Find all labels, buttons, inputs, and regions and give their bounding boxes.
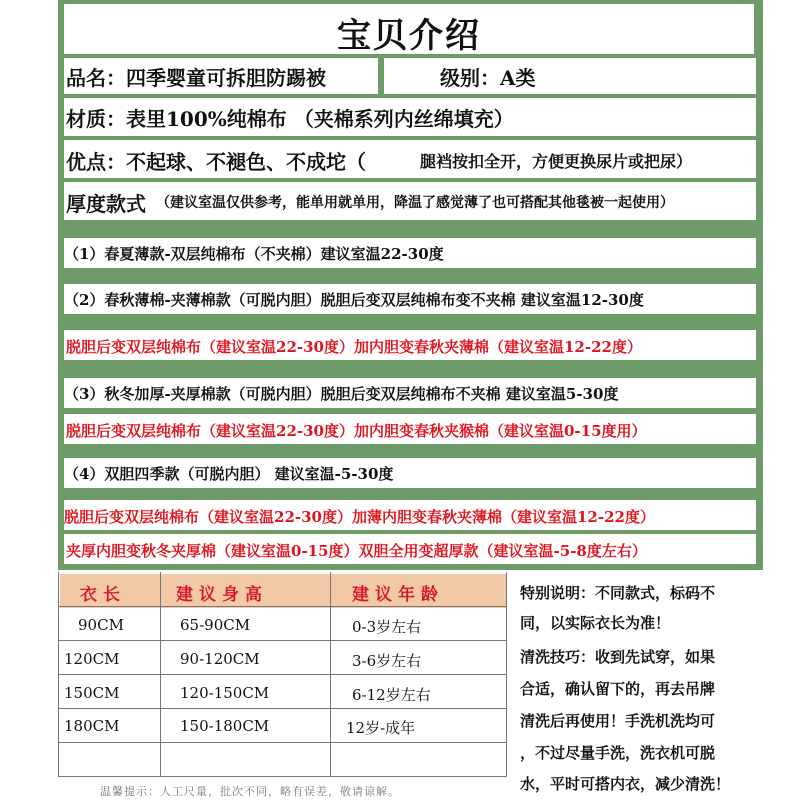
- material-row: [64, 98, 756, 136]
- thickness-main: 厚度款式: [66, 192, 146, 216]
- style-row-3: [64, 378, 756, 408]
- style-detail-red: 脱胆后变双层纯棉布（建议室温22-30度）加内胆变春秋夹猴棉（建议室温0-15度用）: [66, 422, 647, 440]
- table-line: [58, 606, 506, 607]
- table-cell: 3-6岁左右: [352, 652, 422, 670]
- style-row-4-detail-b: [64, 534, 756, 564]
- note-line: 水，平时可搭内衣，减少清洗！: [520, 775, 731, 793]
- table-cell: 90-120CM: [180, 650, 260, 668]
- table-line: [58, 776, 506, 777]
- table-line: [330, 572, 331, 777]
- style-text: （1）春夏薄款-双层纯棉布（不夹棉）建议室温22-30度: [64, 245, 444, 263]
- table-line: [58, 572, 59, 777]
- product-grade: 级别：A类: [440, 66, 536, 90]
- measurement-tip: 温馨提示：人工尺量，批次不同，略有误差，敬请谅解。: [100, 785, 400, 798]
- table-cell: 180CM: [64, 717, 120, 735]
- style-row-3-detail: [64, 414, 756, 444]
- note-line: 合适，确认留下的，再去吊牌: [520, 680, 716, 698]
- note-line: 同，以实际衣长为准！: [520, 614, 671, 632]
- table-cell: 150CM: [64, 684, 120, 702]
- table-line: [58, 674, 506, 675]
- table-cell: 65-90CM: [180, 616, 251, 634]
- style-detail-red: 夹厚内胆变秋冬夹厚棉（建议室温0-15度）双胆全用变超厚款（建议室温-5-8度左右）: [66, 542, 647, 560]
- table-line: [506, 572, 507, 777]
- note-line: 清洗后再使用！手洗机洗均可: [520, 712, 716, 730]
- table-line: [58, 708, 506, 709]
- product-name-row: [64, 58, 378, 94]
- advantage-sub: 腿裆按扣全开，方便更换尿片或把尿）: [420, 152, 693, 171]
- note-line: 特别说明：不同款式，标码不: [520, 584, 716, 602]
- style-row-2: [64, 284, 756, 314]
- advantage-row: [64, 140, 756, 178]
- header-height: 建议身高: [176, 585, 268, 605]
- style-row-4-detail-a: [64, 500, 756, 530]
- table-cell: 90CM: [78, 616, 124, 634]
- table-cell: 12岁-成年: [346, 719, 416, 737]
- table-cell: 120-150CM: [180, 684, 270, 702]
- note-line: ，不过尽量手洗，洗衣机可脱: [520, 744, 716, 762]
- table-line: [58, 742, 506, 743]
- style-row-1: [64, 238, 756, 268]
- product-name: 品名：四季婴童可拆胆防踢被: [66, 66, 326, 90]
- title-row: [64, 4, 754, 54]
- table-cell: 120CM: [64, 650, 120, 668]
- thickness-row: [64, 182, 756, 220]
- table-cell: 0-3岁左右: [352, 618, 422, 636]
- style-detail-red: 脱胆后变双层纯棉布（建议室温22-30度）加薄内胆变春秋夹薄棉（建议室温12-22度）: [64, 508, 655, 526]
- note-line: 清洗技巧：收到先试穿，如果: [520, 648, 716, 666]
- style-text: （3）秋冬加厚-夹厚棉款（可脱内胆）脱胆后变双层纯棉布不夹棉 建议室温5-30度: [64, 385, 619, 403]
- table-cell: 150-180CM: [180, 717, 270, 735]
- thickness-sub: （建议室温仅供参考，能单用就单用，降温了感觉薄了也可搭配其他毯被一起使用）: [156, 195, 674, 211]
- style-row-4: [64, 458, 756, 488]
- style-text: （4）双胆四季款（可脱内胆） 建议室温-5-30度: [64, 465, 394, 483]
- style-text: （2）春秋薄棉-夹薄棉款（可脱内胆）脱胆后变双层纯棉布变不夹棉 建议室温12-30度: [64, 291, 644, 309]
- advantage-main: 优点：不起球、不褪色、不成坨（: [66, 150, 366, 174]
- grade-row: [384, 58, 756, 94]
- style-detail-red: 脱胆后变双层纯棉布（建议室温22-30度）加内胆变春秋夹薄棉（建议室温12-22度）: [66, 338, 642, 356]
- style-row-2-detail: [64, 330, 756, 360]
- header-age: 建议年龄: [352, 585, 444, 605]
- material-text: 材质：表里100%纯棉布 （夹棉系列内丝绵填充）: [66, 107, 514, 131]
- page-title: 宝贝介绍: [337, 16, 481, 54]
- table-cell: 6-12岁左右: [352, 686, 431, 704]
- table-line: [58, 640, 506, 641]
- table-line: [160, 572, 161, 777]
- header-length: 衣长: [80, 585, 126, 605]
